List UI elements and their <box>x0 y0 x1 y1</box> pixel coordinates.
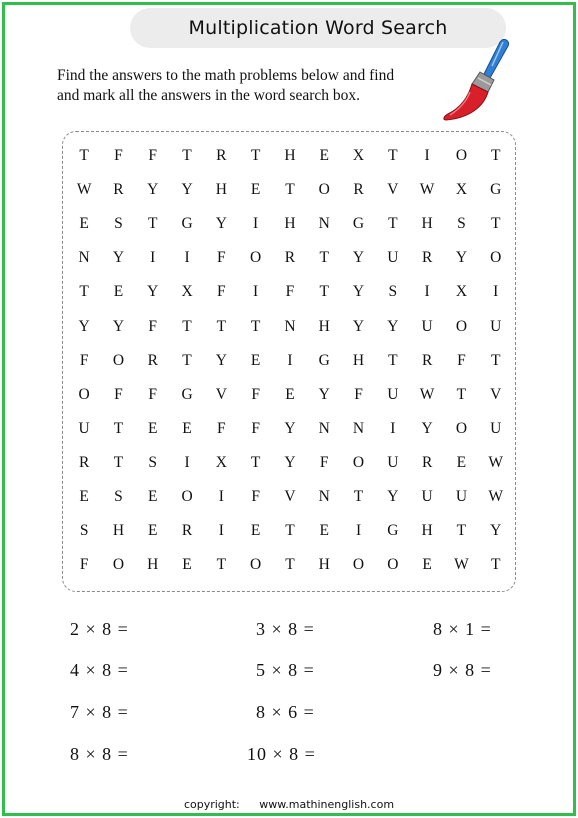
grid-letter[interactable]: Y <box>147 181 159 199</box>
grid-letter[interactable]: Y <box>352 249 365 267</box>
grid-letter[interactable]: O <box>250 556 262 574</box>
grid-letter[interactable]: E <box>182 419 192 437</box>
grid-letter[interactable]: W <box>76 181 92 199</box>
grid-letter[interactable]: T <box>388 147 398 165</box>
grid-letter[interactable]: X <box>352 147 365 165</box>
grid-letter[interactable]: Y <box>284 453 296 471</box>
grid-letter[interactable]: S <box>457 215 466 233</box>
grid-letter[interactable]: R <box>421 453 433 471</box>
grid-letter[interactable]: Y <box>318 385 330 403</box>
grid-letter[interactable]: T <box>250 147 261 165</box>
grid-letter[interactable]: Y <box>387 317 399 335</box>
grid-letter[interactable]: Y <box>181 181 193 199</box>
grid-letter[interactable]: Y <box>352 317 365 335</box>
grid-letter[interactable]: V <box>284 487 296 505</box>
problem-8x6: 8 × 6 = <box>256 702 315 722</box>
grid-letter[interactable]: Y <box>455 249 468 267</box>
grid-letter[interactable]: U <box>421 487 433 505</box>
grid-letter[interactable]: E <box>250 351 261 369</box>
grid-letter[interactable]: H <box>284 147 296 165</box>
grid-letter[interactable]: S <box>79 522 89 540</box>
grid-letter[interactable]: T <box>490 351 501 369</box>
grid-letter[interactable]: O <box>490 249 502 267</box>
grid-letter[interactable]: T <box>456 522 467 540</box>
grid-letter[interactable]: I <box>493 283 499 301</box>
instructions-line-2: and mark all the answers in the word search box. <box>57 87 361 104</box>
grid-letter[interactable]: F <box>251 385 260 403</box>
grid-letter[interactable]: Y <box>284 419 296 437</box>
grid-letter[interactable]: F <box>217 249 226 267</box>
grid-letter[interactable]: F <box>148 317 158 335</box>
grid-letter[interactable]: V <box>387 181 399 199</box>
grid-letter[interactable]: O <box>352 453 365 471</box>
grid-letter[interactable]: S <box>148 453 158 471</box>
grid-letter[interactable]: H <box>215 181 227 199</box>
grid-letter[interactable]: T <box>285 181 295 199</box>
grid-letter[interactable]: V <box>215 385 227 403</box>
grid-letter[interactable]: X <box>455 283 468 301</box>
grid-letter[interactable]: W <box>488 487 504 505</box>
grid-letter[interactable]: E <box>148 487 158 505</box>
grid-letter[interactable]: I <box>253 283 259 301</box>
grid-letter[interactable]: U <box>78 419 90 437</box>
grid-letter[interactable]: U <box>490 419 502 437</box>
problem-2x8: 2 × 8 = <box>70 619 129 639</box>
grid-letter[interactable]: E <box>319 522 329 540</box>
grid-letter[interactable]: T <box>182 351 192 369</box>
grid-letter[interactable]: I <box>253 215 259 233</box>
grid-letter[interactable]: O <box>250 249 262 267</box>
grid-letter[interactable]: O <box>455 317 468 335</box>
problem-8x1: 8 × 1 = <box>433 619 492 639</box>
grid-letter[interactable]: E <box>422 556 432 574</box>
grid-letter[interactable]: T <box>113 419 124 437</box>
grid-letter[interactable]: T <box>79 147 89 165</box>
grid-letter[interactable]: T <box>216 317 227 335</box>
grid-letter[interactable]: Y <box>387 487 399 505</box>
grid-letter[interactable]: F <box>148 147 158 165</box>
grid-letter[interactable]: T <box>388 215 398 233</box>
grid-letter[interactable]: U <box>387 453 399 471</box>
problem-4x8: 4 × 8 = <box>70 660 129 680</box>
grid-letter[interactable]: X <box>215 453 227 471</box>
grid-letter[interactable]: E <box>285 385 295 403</box>
grid-letter[interactable]: F <box>148 385 158 403</box>
grid-letter[interactable]: I <box>184 249 190 267</box>
grid-letter[interactable]: I <box>287 351 293 369</box>
grid-letter[interactable]: T <box>285 556 295 574</box>
problem-7x8: 7 × 8 = <box>70 702 129 722</box>
grid-letter[interactable]: W <box>419 181 435 199</box>
grid-letter[interactable]: I <box>218 487 224 505</box>
grid-letter[interactable]: G <box>352 215 365 233</box>
grid-letter[interactable]: U <box>421 317 433 335</box>
paintbrush-icon <box>440 36 520 126</box>
grid-letter[interactable]: R <box>421 351 433 369</box>
grid-letter[interactable]: N <box>318 215 330 233</box>
grid-letter[interactable]: I <box>390 419 396 437</box>
grid-letter[interactable]: G <box>318 351 330 369</box>
grid-letter[interactable]: V <box>490 385 502 403</box>
grid-letter[interactable]: N <box>78 249 90 267</box>
grid-letter[interactable]: I <box>424 147 430 165</box>
grid-letter[interactable]: H <box>421 522 433 540</box>
grid-letter[interactable]: X <box>455 181 468 199</box>
grid-letter[interactable]: F <box>354 385 363 403</box>
grid-letter[interactable]: T <box>388 351 398 369</box>
website-url: www.mathinenglish.com <box>259 798 395 811</box>
grid-letter[interactable]: R <box>421 249 433 267</box>
grid-letter[interactable]: O <box>455 147 468 165</box>
grid-letter[interactable]: T <box>319 283 329 301</box>
grid-letter[interactable]: F <box>319 453 329 471</box>
grid-letter[interactable]: E <box>456 453 467 471</box>
grid-letter[interactable]: O <box>352 556 365 574</box>
grid-letter[interactable]: I <box>218 522 224 540</box>
grid-letter[interactable]: U <box>490 317 502 335</box>
grid-letter[interactable]: F <box>251 487 260 505</box>
problem-5x8: 5 × 8 = <box>256 660 315 680</box>
copyright-label: copyright: <box>183 798 240 811</box>
grid-letter[interactable]: S <box>114 487 123 505</box>
grid-letter[interactable]: I <box>355 522 362 540</box>
grid-letter[interactable]: T <box>113 453 124 471</box>
grid-letter[interactable]: H <box>352 351 365 369</box>
grid-letter[interactable]: X <box>181 283 193 301</box>
problem-10x8: 10 × 8 = <box>247 744 316 764</box>
grid-letter[interactable]: I <box>150 249 156 267</box>
grid-letter[interactable]: O <box>318 181 330 199</box>
grid-letter[interactable]: F <box>217 283 226 301</box>
grid-letter[interactable]: G <box>181 215 193 233</box>
grid-letter[interactable]: T <box>79 283 89 301</box>
grid-letter[interactable]: N <box>352 419 365 437</box>
grid-letter[interactable]: N <box>284 317 296 335</box>
grid-letter[interactable]: T <box>456 385 467 403</box>
grid-letter[interactable]: F <box>114 385 123 403</box>
grid-letter[interactable]: O <box>387 556 399 574</box>
grid-letter[interactable]: S <box>114 215 123 233</box>
grid-letter[interactable]: G <box>181 385 193 403</box>
grid-letter[interactable]: G <box>387 522 399 540</box>
grid-letter[interactable]: Y <box>112 317 125 335</box>
grid-letter[interactable]: R <box>113 181 124 199</box>
grid-letter[interactable]: T <box>285 522 295 540</box>
grid-letter[interactable]: F <box>79 556 89 574</box>
grid-letter[interactable]: E <box>319 147 329 165</box>
grid-letter[interactable]: E <box>250 522 261 540</box>
grid-letter[interactable]: W <box>419 385 435 403</box>
grid-letter[interactable]: U <box>387 385 399 403</box>
grid-letter[interactable]: R <box>353 181 364 199</box>
grid-letter[interactable]: E <box>148 419 158 437</box>
grid-letter[interactable]: R <box>147 351 158 369</box>
grid-letter[interactable]: F <box>79 351 89 369</box>
grid-letter[interactable]: Y <box>215 215 227 233</box>
grid-letter[interactable]: F <box>285 283 295 301</box>
grid-letter[interactable]: O <box>78 385 90 403</box>
grid-letter[interactable]: O <box>112 556 125 574</box>
footer <box>0 798 578 811</box>
grid-letter[interactable]: H <box>421 215 433 233</box>
grid-letter[interactable]: U <box>455 487 468 505</box>
grid-letter[interactable]: F <box>217 419 226 437</box>
grid-letter[interactable]: Y <box>421 419 433 437</box>
grid-letter[interactable]: Y <box>490 522 502 540</box>
grid-letter[interactable]: R <box>216 147 227 165</box>
grid-letter[interactable]: E <box>148 522 158 540</box>
grid-letter[interactable]: E <box>182 556 192 574</box>
grid-letter[interactable]: H <box>284 215 296 233</box>
grid-letter[interactable]: U <box>387 249 399 267</box>
instructions <box>57 66 427 106</box>
problem-3x8: 3 × 8 = <box>256 619 315 639</box>
grid-letter[interactable]: E <box>113 283 124 301</box>
grid-letter[interactable]: S <box>388 283 398 301</box>
grid-letter[interactable]: O <box>181 487 193 505</box>
grid-letter[interactable]: E <box>79 215 89 233</box>
problem-8x8: 8 × 8 = <box>70 744 129 764</box>
problem-9x8: 9 × 8 = <box>433 660 492 680</box>
grid-letter[interactable]: H <box>112 522 125 540</box>
grid-letter[interactable]: F <box>457 351 466 369</box>
instructions-line-1: Find the answers to the math problems below and find <box>57 67 395 84</box>
grid-letter[interactable]: T <box>250 453 261 471</box>
grid-letter[interactable]: Y <box>112 249 125 267</box>
grid-letter[interactable]: N <box>318 419 330 437</box>
grid-letter[interactable]: I <box>184 453 190 471</box>
grid-letter[interactable]: R <box>78 453 90 471</box>
grid-letter[interactable]: E <box>250 181 261 199</box>
grid-letter[interactable]: Y <box>215 351 227 369</box>
grid-letter[interactable]: E <box>79 487 89 505</box>
grid-letter[interactable]: T <box>319 249 329 267</box>
grid-letter[interactable]: T <box>182 147 192 165</box>
grid-letter[interactable]: T <box>250 317 261 335</box>
grid-letter[interactable]: Y <box>78 317 90 335</box>
grid-letter[interactable]: R <box>284 249 296 267</box>
grid-letter[interactable]: Y <box>147 283 159 301</box>
grid-letter[interactable]: T <box>490 556 501 574</box>
grid-letter[interactable]: T <box>490 215 501 233</box>
grid-letter[interactable]: T <box>353 487 364 505</box>
grid-letter[interactable]: T <box>182 317 192 335</box>
page-title: Multiplication Word Search <box>188 17 448 39</box>
grid-letter[interactable]: W <box>488 453 504 471</box>
grid-letter[interactable]: I <box>424 283 430 301</box>
grid-letter[interactable]: H <box>318 556 330 574</box>
grid-letter[interactable]: Y <box>352 283 365 301</box>
grid-letter[interactable]: F <box>251 419 260 437</box>
grid-letter[interactable]: R <box>181 522 193 540</box>
grid-letter[interactable]: H <box>147 556 159 574</box>
grid-letter[interactable]: O <box>455 419 468 437</box>
grid-letter[interactable]: T <box>490 147 501 165</box>
word-search-grid <box>67 139 513 582</box>
grid-letter[interactable]: H <box>318 317 330 335</box>
grid-letter[interactable]: F <box>114 147 123 165</box>
grid-letter[interactable]: N <box>318 487 330 505</box>
grid-letter[interactable]: G <box>490 181 502 199</box>
grid-letter[interactable]: T <box>216 556 227 574</box>
grid-letter[interactable]: O <box>112 351 125 369</box>
grid-letter[interactable]: T <box>148 215 158 233</box>
grid-letter[interactable]: W <box>454 556 469 574</box>
